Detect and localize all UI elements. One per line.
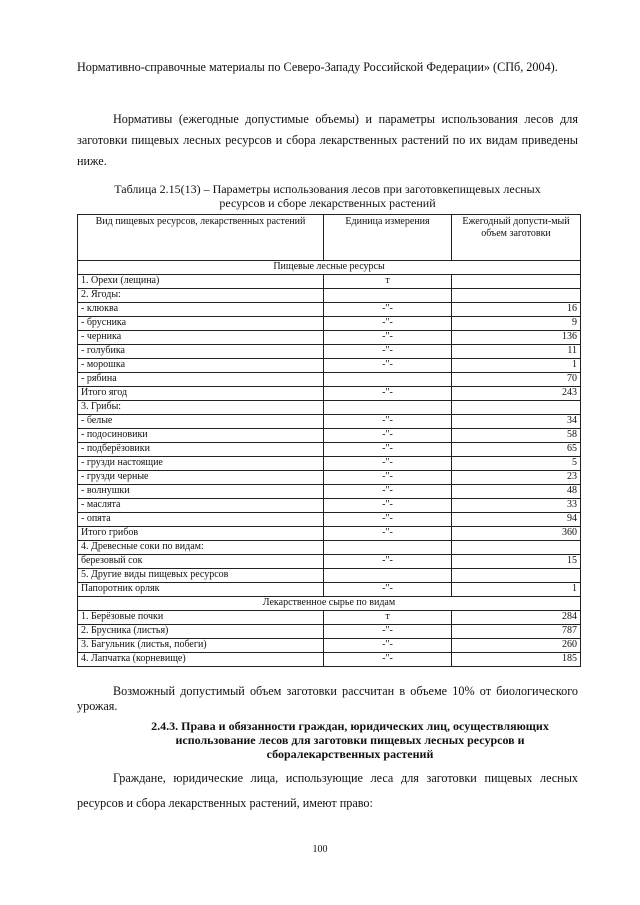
table-row [78, 345, 581, 359]
row-name: - рябина [78, 373, 324, 387]
table-row [78, 499, 581, 513]
row-value: 185 [452, 653, 581, 667]
row-value: 34 [452, 415, 581, 429]
row-value: 70 [452, 373, 581, 387]
table-row [78, 275, 581, 289]
table-row [78, 513, 581, 527]
row-name: - брусника [78, 317, 324, 331]
row-unit [324, 289, 452, 303]
table-row [78, 373, 581, 387]
row-unit: -"- [324, 303, 452, 317]
section-heading: 2.4.3. Права и обязанности граждан, юридических лиц, осуществляющих использование лесов для заготовки пищевых лесных ресурсов и сборалекарственных растений [151, 719, 549, 761]
table-row [78, 611, 581, 625]
table-row [78, 653, 581, 667]
section-row-food [78, 261, 581, 275]
row-name: - клюква [78, 303, 324, 317]
row-unit: -"- [324, 513, 452, 527]
row-unit: -"- [324, 583, 452, 597]
row-name: Папоротник орляк [78, 583, 324, 597]
row-unit: -"- [324, 345, 452, 359]
row-value [452, 289, 581, 303]
row-unit: -"- [324, 639, 452, 653]
row-unit: -"- [324, 499, 452, 513]
section-row-medicinal [78, 597, 581, 611]
table-row [78, 443, 581, 457]
table-row [78, 485, 581, 499]
row-value: 65 [452, 443, 581, 457]
row-value: 284 [452, 611, 581, 625]
header-unit: Единица измерения [324, 215, 452, 261]
row-unit: т [324, 611, 452, 625]
row-name: - опята [78, 513, 324, 527]
row-unit [324, 373, 452, 387]
table-caption-line1: Таблица 2.15(13) – Параметры использования лесов при заготовкепищевых лесных [114, 182, 541, 196]
table-row [78, 303, 581, 317]
note-paragraph: Возможный допустимый объем заготовки рассчитан в объеме 10% от биологического урожая. [77, 684, 578, 713]
row-unit: -"- [324, 527, 452, 541]
row-name: 3. Грибы: [78, 401, 324, 415]
table-row [78, 625, 581, 639]
table-header-row [78, 215, 581, 261]
row-name: Итого ягод [78, 387, 324, 401]
row-value: 9 [452, 317, 581, 331]
row-value: 1 [452, 583, 581, 597]
row-value: 787 [452, 625, 581, 639]
row-value [452, 569, 581, 583]
row-name: 5. Другие виды пищевых ресурсов [78, 569, 324, 583]
row-name: 2. Брусника (листья) [78, 625, 324, 639]
table-row [78, 527, 581, 541]
closing-paragraph: Граждане, юридические лица, использующие леса для заготовки пищевых лесных ресурсов и сбора лекарственных растений, имеют право: [77, 771, 578, 810]
row-name: - белые [78, 415, 324, 429]
table-row [78, 331, 581, 345]
section-medicinal-label: Лекарственное сырье по видам [78, 597, 581, 611]
row-value [452, 275, 581, 289]
table-row [78, 401, 581, 415]
row-value [452, 401, 581, 415]
row-value: 16 [452, 303, 581, 317]
row-value: 136 [452, 331, 581, 345]
row-value: 1 [452, 359, 581, 373]
table-row [78, 289, 581, 303]
row-name: - грузди черные [78, 471, 324, 485]
row-unit: -"- [324, 359, 452, 373]
row-name: - голубика [78, 345, 324, 359]
row-value: 11 [452, 345, 581, 359]
row-unit: -"- [324, 415, 452, 429]
table-row [78, 359, 581, 373]
table-row [78, 471, 581, 485]
row-name: Итого грибов [78, 527, 324, 541]
row-unit: -"- [324, 317, 452, 331]
row-unit [324, 541, 452, 555]
page-number: 100 [312, 844, 328, 855]
row-name: 1. Берёзовые почки [78, 611, 324, 625]
header-annual-volume: Ежегодный допусти-мый объем заготовки [452, 215, 581, 261]
table-row [78, 555, 581, 569]
row-unit: т [324, 275, 452, 289]
row-name: - морошка [78, 359, 324, 373]
row-value: 5 [452, 457, 581, 471]
row-unit: -"- [324, 653, 452, 667]
row-unit: -"- [324, 331, 452, 345]
row-value: 23 [452, 471, 581, 485]
row-value: 15 [452, 555, 581, 569]
row-unit: -"- [324, 457, 452, 471]
table-row [78, 415, 581, 429]
row-value: 243 [452, 387, 581, 401]
table-row [78, 583, 581, 597]
table-row [78, 569, 581, 583]
row-name: березовый сок [78, 555, 324, 569]
row-name: 4. Лапчатка (корневище) [78, 653, 324, 667]
header-resource-type: Вид пищевых ресурсов, лекарственных растений [78, 215, 324, 261]
row-unit: -"- [324, 387, 452, 401]
table-row [78, 429, 581, 443]
row-unit: -"- [324, 429, 452, 443]
table-row [78, 387, 581, 401]
row-name: 4. Древесные соки по видам: [78, 541, 324, 555]
intro-paragraph-1: Нормативно-справочные материалы по Северо-Западу Российской Федерации» (СПб, 2004). [77, 60, 558, 74]
intro-paragraph-2: Нормативы (ежегодные допустимые объемы) и параметры использования лесов для заготовки пищевых лесных ресурсов и сбора лекарственных растений по их видам приведены ниже. [77, 112, 578, 168]
row-name: - волнушки [78, 485, 324, 499]
row-value: 33 [452, 499, 581, 513]
row-name: - черника [78, 331, 324, 345]
row-name: 1. Орехи (лещина) [78, 275, 324, 289]
row-value: 48 [452, 485, 581, 499]
row-value [452, 541, 581, 555]
row-name: 2. Ягоды: [78, 289, 324, 303]
row-name: - подберёзовики [78, 443, 324, 457]
resources-table [77, 214, 581, 667]
table-caption-line2: ресурсов и сборе лекарственных растений [219, 196, 436, 210]
row-value: 94 [452, 513, 581, 527]
row-value: 360 [452, 527, 581, 541]
row-name: - грузди настоящие [78, 457, 324, 471]
row-name: 3. Багульник (листья, побеги) [78, 639, 324, 653]
row-name: - подосиновики [78, 429, 324, 443]
row-name: - маслята [78, 499, 324, 513]
row-unit: -"- [324, 485, 452, 499]
row-unit: -"- [324, 471, 452, 485]
row-value: 58 [452, 429, 581, 443]
row-unit [324, 569, 452, 583]
table-row [78, 317, 581, 331]
row-unit: -"- [324, 443, 452, 457]
table-row [78, 639, 581, 653]
table-row [78, 541, 581, 555]
row-unit: -"- [324, 625, 452, 639]
section-food-label: Пищевые лесные ресурсы [78, 261, 581, 275]
row-value: 260 [452, 639, 581, 653]
row-unit: -"- [324, 555, 452, 569]
table-row [78, 457, 581, 471]
row-unit [324, 401, 452, 415]
